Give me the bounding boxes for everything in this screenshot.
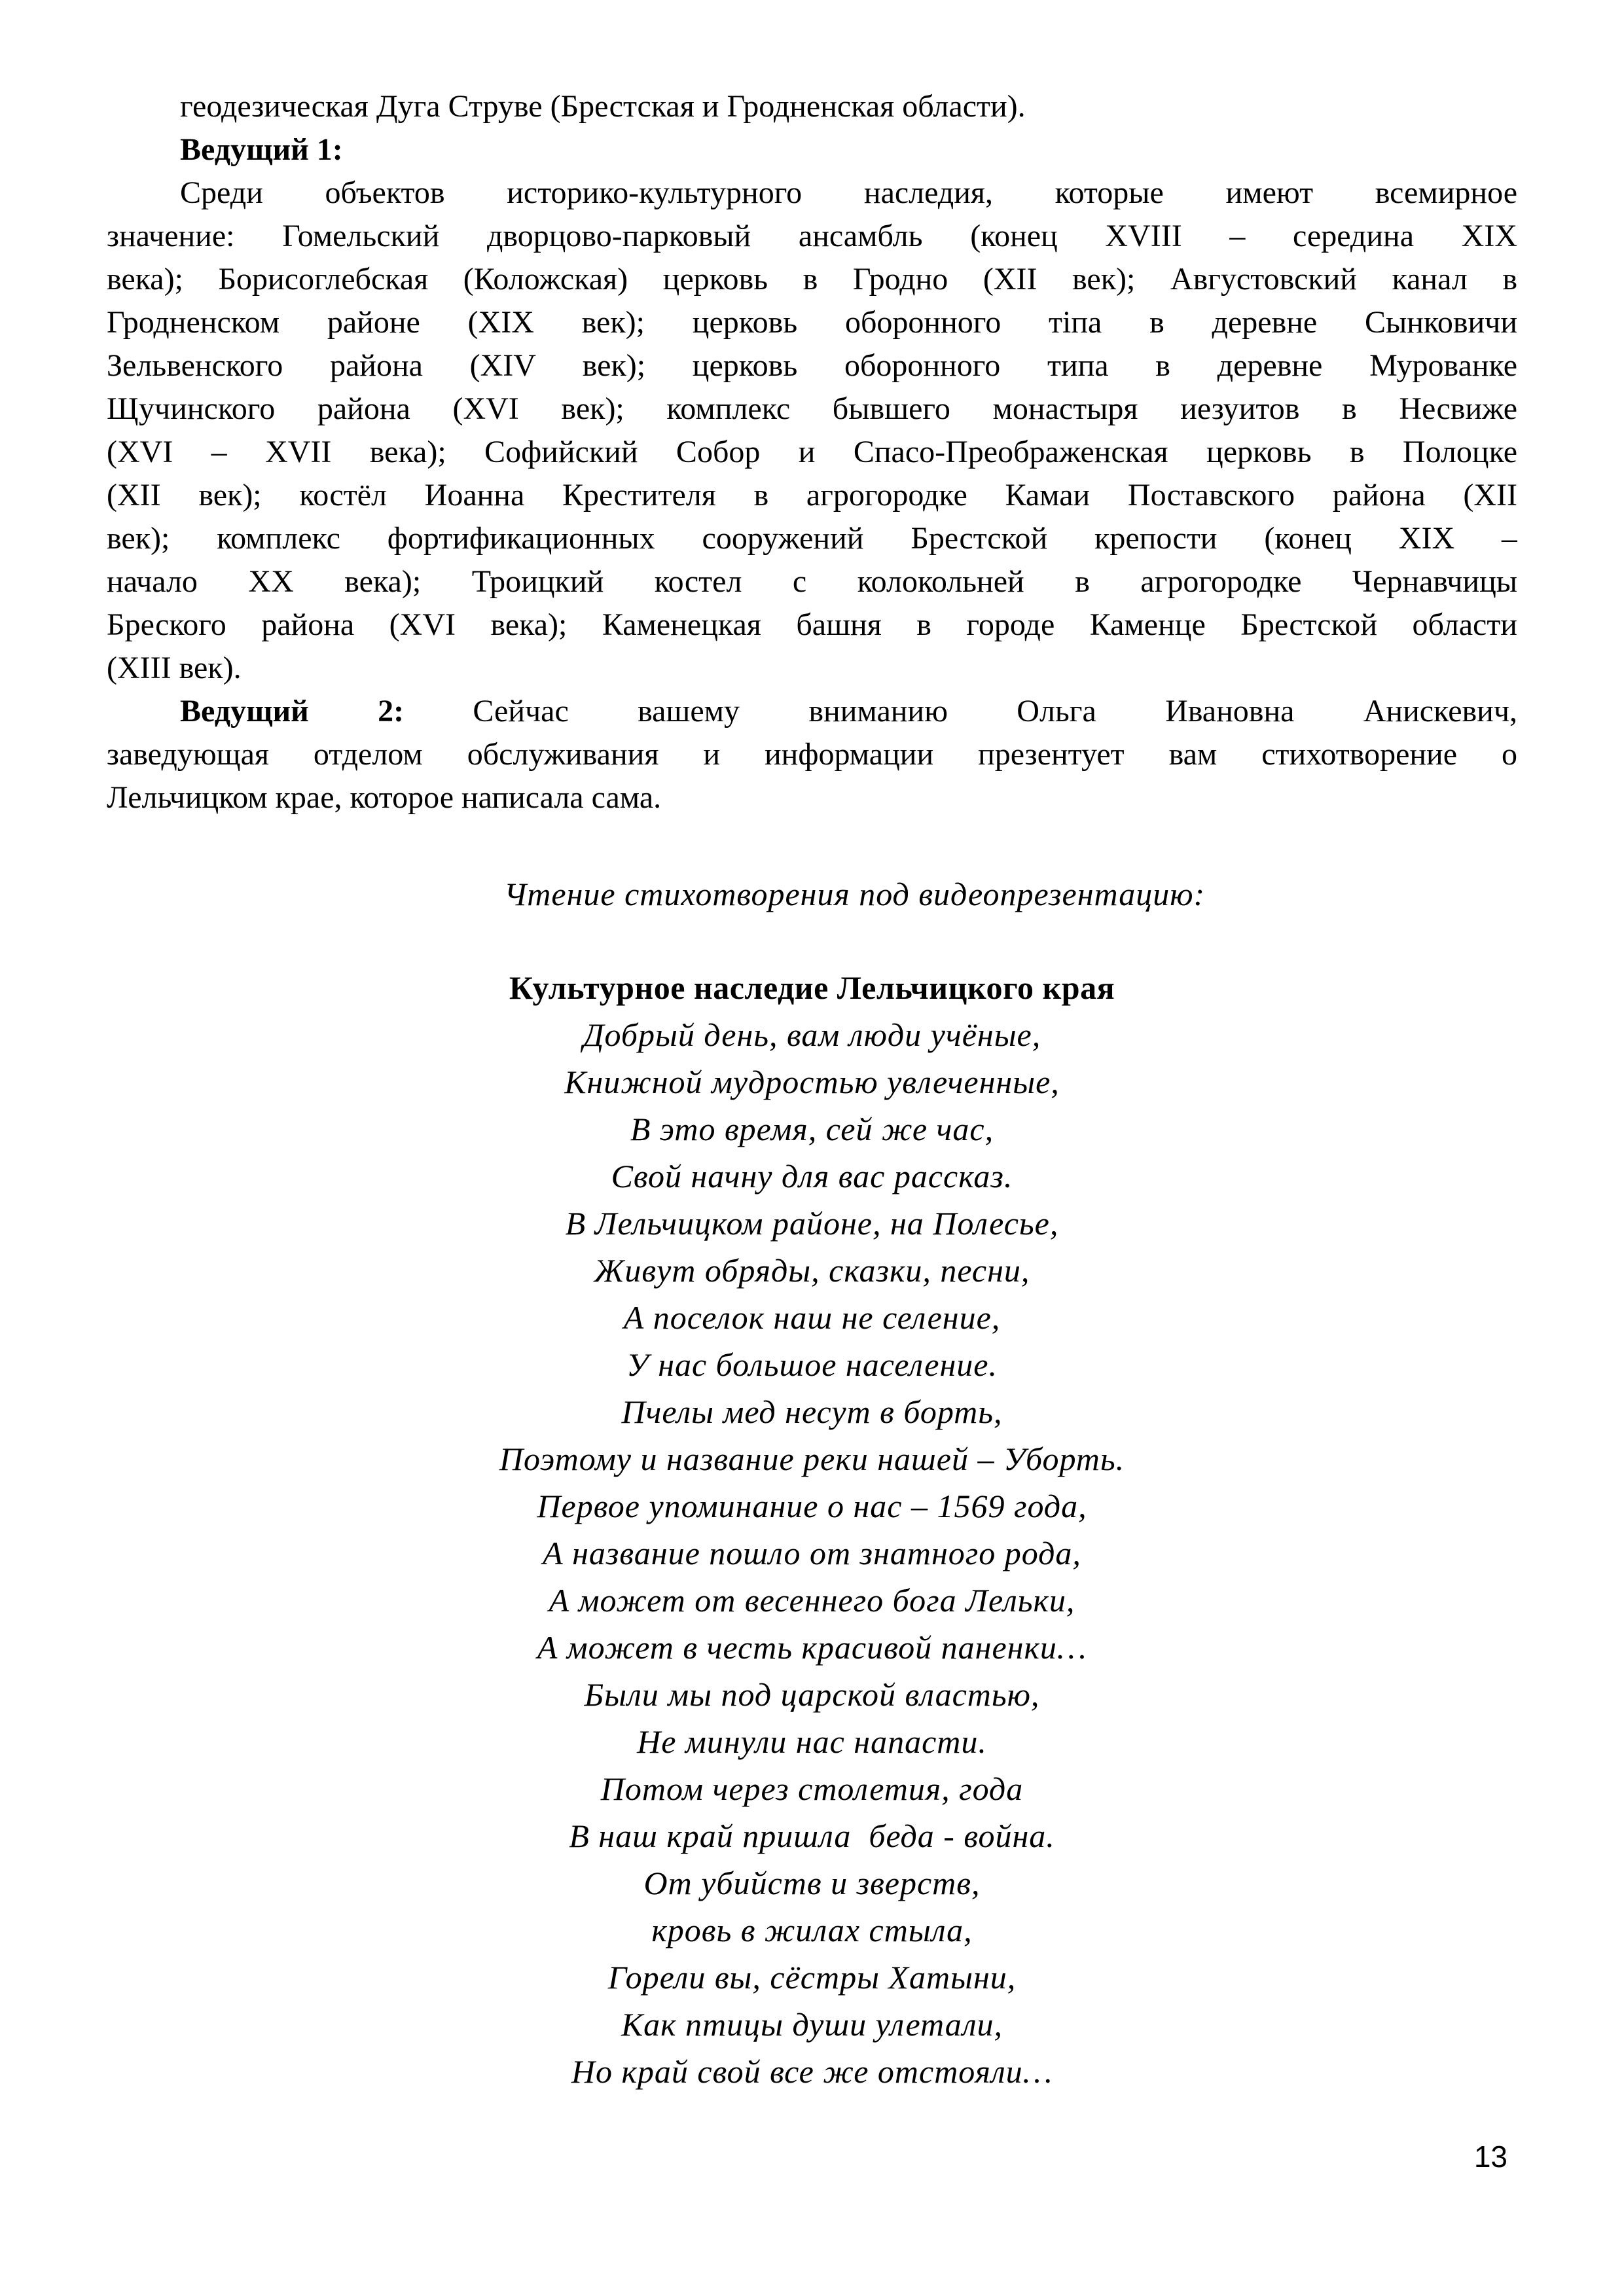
- poem-line: кровь в жилах стыла,: [651, 1912, 973, 1948]
- poem-line: От убийств и зверств,: [643, 1865, 981, 1901]
- poem-line: В Лельчицком районе, на Полесье,: [565, 1205, 1059, 1242]
- paragraph-line: (XIII век).: [107, 651, 242, 685]
- page-number: 13: [1473, 2140, 1507, 2174]
- poem-line: Горели вы, сёстры Хатыни,: [607, 1959, 1017, 1996]
- paragraph-line: века); Борисоглебская (Коложская) церковь в Гродно (XII век); Августовский канал в: [107, 262, 1517, 296]
- paragraph-line: геодезическая Дуга Струве (Брестская и Гродненская области).: [180, 89, 1026, 124]
- poem-line: Но край свой все же отстояли…: [571, 2053, 1053, 2090]
- poem-line: Живут обряды, сказки, песни,: [594, 1252, 1030, 1289]
- poem-line: А может от весеннего бога Лельки,: [549, 1582, 1075, 1619]
- reading-caption: Чтение стихотворения под видеопрезентацию:: [503, 876, 1206, 912]
- page-content: [107, 85, 1517, 2095]
- paragraph-line: заведующая отделом обслуживания и информации презентует вам стихотворение о: [107, 737, 1517, 772]
- poem-line: В наш край пришла беда - война.: [569, 1818, 1055, 1854]
- host1-heading: Ведущий 1:: [180, 132, 343, 167]
- paragraph-line: Зельвенского района (XIV век); церковь оборонного типа в деревне Мурованке: [107, 348, 1517, 383]
- poem-line: Потом через столетия, года: [600, 1770, 1024, 1807]
- host2-label: Ведущий 2:: [180, 694, 405, 728]
- poem-line: Были мы под царской властью,: [584, 1676, 1040, 1713]
- paragraph-line: начало XX века); Троицкий костел с колокольней в агрогородке Чернавчицы: [107, 564, 1517, 599]
- poem-line: В это время, сей же час,: [630, 1111, 994, 1147]
- poem-line: Свой начну для вас рассказ.: [611, 1158, 1013, 1194]
- poem-line: А поселок наш не селение,: [623, 1299, 1001, 1336]
- poem-line: Пчелы мед несут в борть,: [621, 1393, 1003, 1430]
- paragraph-line: [107, 690, 1517, 733]
- poem-line: Добрый день, вам люди учёные,: [583, 1016, 1041, 1053]
- poem-title: Культурное наследие Лельчицкого края: [509, 969, 1115, 1006]
- paragraph-line: Щучинского района (XVI век); комплекс бывшего монастыря иезуитов в Несвиже: [107, 391, 1517, 426]
- paragraph-line: Бреского района (XVI века); Каменецкая башня в городе Каменце Брестской области: [107, 607, 1517, 642]
- paragraph-text: Сейчас вашему вниманию Ольга Ивановна Анискевич,: [473, 694, 1517, 728]
- poem-line: У нас большое население.: [626, 1346, 998, 1383]
- poem-line: Как птицы души улетали,: [621, 2006, 1003, 2043]
- paragraph-line: значение: Гомельский дворцово-парковый ансамбль (конец XVIII – середина XIX: [107, 219, 1517, 253]
- poem-line: А может в честь красивой паненки…: [537, 1629, 1087, 1666]
- poem-line: Не минули нас напасти.: [637, 1723, 987, 1760]
- paragraph-line: (XVI – XVII века); Софийский Собор и Спасо-Преображенская церковь в Полоцке: [107, 435, 1517, 469]
- poem-line: Поэтому и название реки нашей – Уборть.: [499, 1441, 1125, 1477]
- paragraph-line: Среди объектов историко-культурного наследия, которые имеют всемирное: [180, 175, 1517, 210]
- poem-line: Книжной мудростью увлеченные,: [564, 1064, 1060, 1100]
- paragraph-line: Лельчицком крае, которое написала сама.: [107, 780, 662, 815]
- poem-line: А название пошло от знатного рода,: [543, 1535, 1081, 1571]
- paragraph-line: век); комплекс фортификационных сооружений Брестской крепости (конец XIX –: [107, 521, 1517, 556]
- paragraph-line: Гродненском районе (XIX век); церковь оборонного тіпа в деревне Сынковичи: [107, 305, 1517, 340]
- poem-line: Первое упоминание о нас – 1569 года,: [537, 1488, 1087, 1524]
- paragraph-line: (XII век); костёл Иоанна Крестителя в агрогородке Камаи Поставского района (XII: [107, 478, 1517, 512]
